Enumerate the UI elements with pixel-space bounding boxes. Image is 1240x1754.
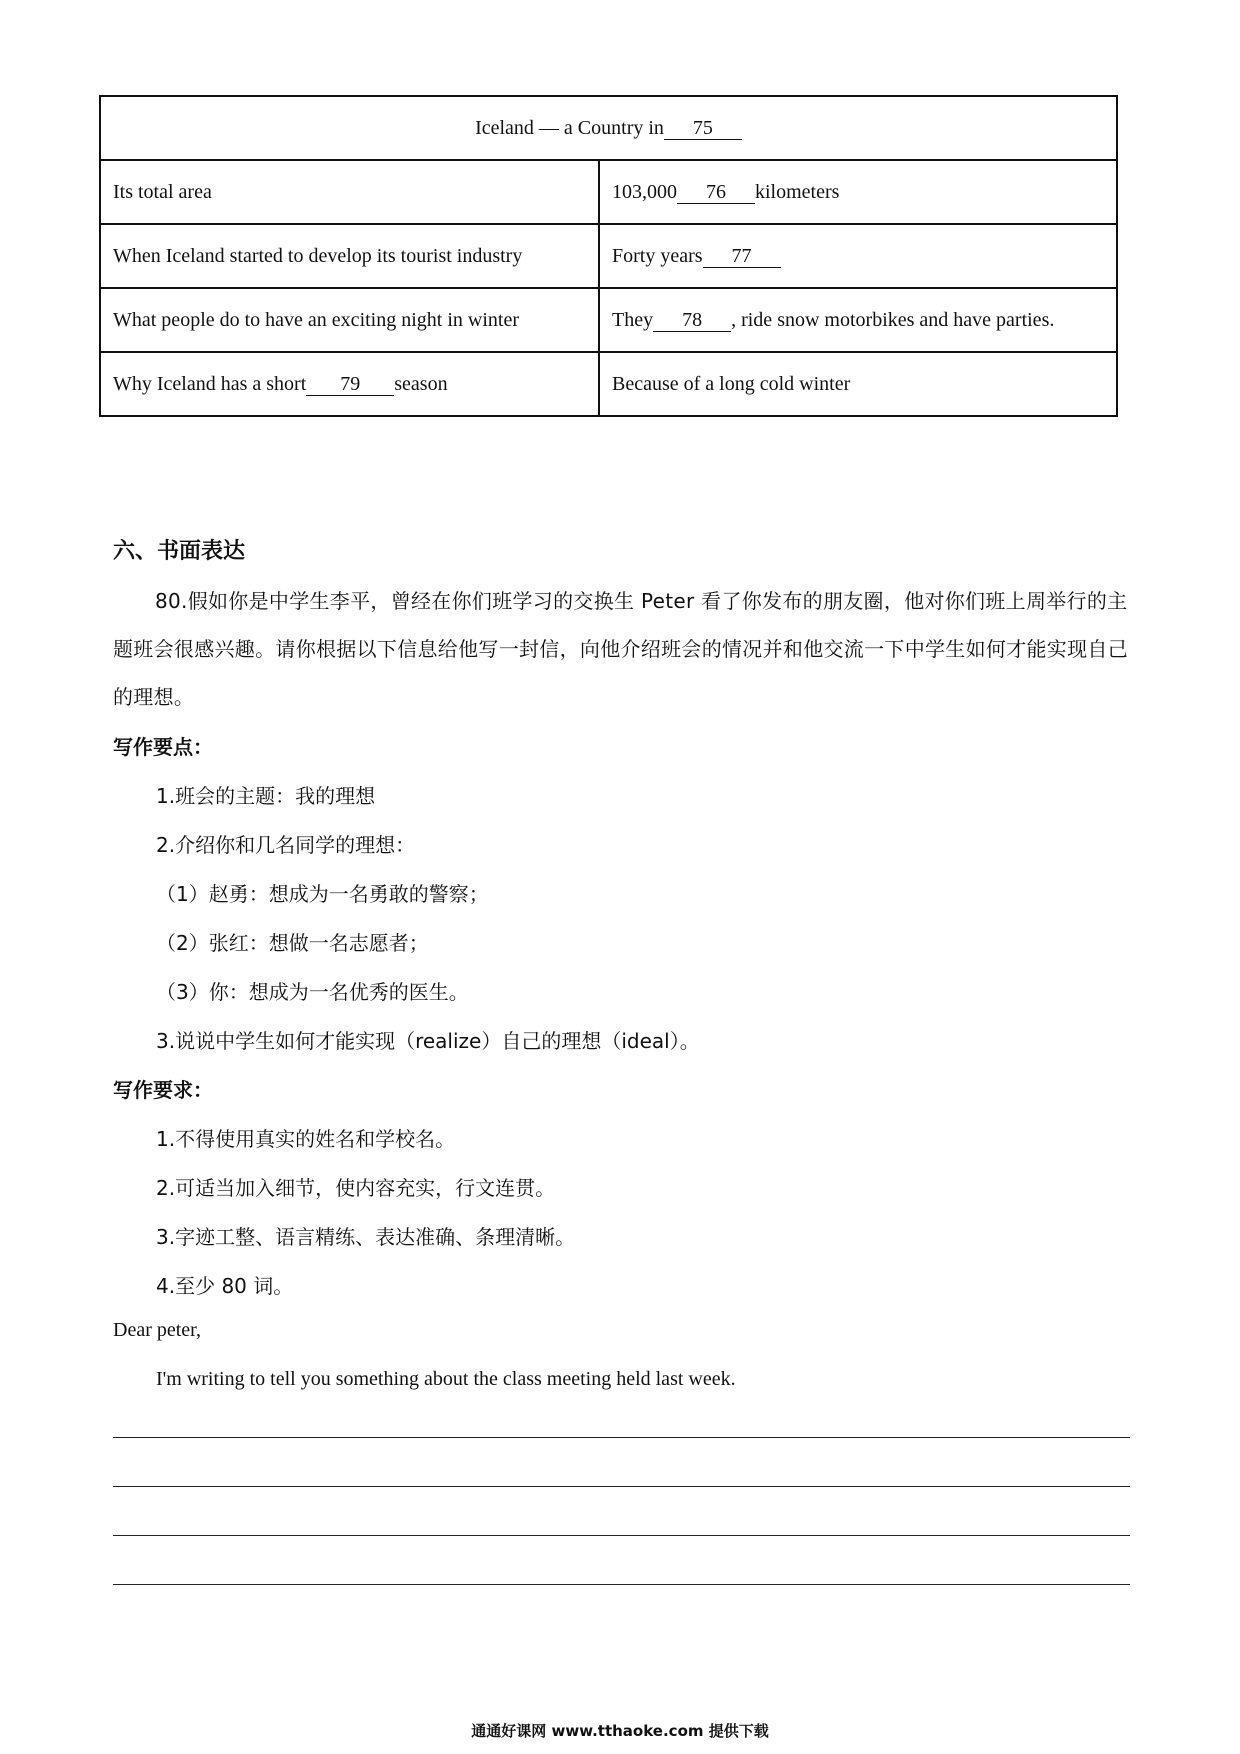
- writing-line[interactable]: [113, 1535, 1130, 1536]
- point-item: （2）张红：想做一名志愿者；: [156, 931, 429, 955]
- question-suffix: season: [394, 372, 448, 395]
- answer-suffix: kilometers: [755, 180, 840, 203]
- row-question: What people do to have an exciting night in winter: [100, 288, 599, 352]
- blank-77: 77: [703, 246, 781, 268]
- blank-78: 78: [653, 310, 731, 332]
- row-question: Its total area: [100, 160, 599, 224]
- point-item: 2.介绍你和几名同学的理想：: [156, 833, 416, 857]
- writing-line[interactable]: [113, 1584, 1130, 1585]
- answer-text: Forty years: [612, 244, 703, 267]
- point-item: 3.说说中学生如何才能实现（realize）自己的理想（ideal）。: [156, 1029, 700, 1053]
- table-title-row: [100, 96, 1117, 160]
- table-row: [100, 224, 1117, 288]
- requirement-item: 4.至少 80 词。: [156, 1274, 294, 1298]
- row-question: When Iceland started to develop its tourist industry: [100, 224, 599, 288]
- row-answer: [599, 224, 1117, 288]
- section-heading: 六、书面表达: [113, 539, 246, 564]
- letter-opening: I'm writing to tell you something about the class meeting held last week.: [156, 1368, 736, 1390]
- row-answer: Because of a long cold winter: [599, 352, 1117, 416]
- points-label: 写作要点：: [113, 735, 213, 759]
- footer-source: 通通好课网 www.tthaoke.com 提供下载: [471, 1722, 769, 1740]
- writing-line[interactable]: [113, 1486, 1130, 1487]
- table-row: [100, 352, 1117, 416]
- table-title: [100, 96, 1117, 160]
- writing-line[interactable]: [113, 1437, 1130, 1438]
- blank-76: 76: [677, 182, 755, 204]
- table-row: [100, 160, 1117, 224]
- point-item: （1）赵勇：想成为一名勇敢的警察；: [156, 882, 489, 906]
- row-answer: [599, 288, 1117, 352]
- requirements-label: 写作要求：: [113, 1078, 213, 1102]
- requirement-item: 3.字迹工整、语言精练、表达准确、条理清晰。: [156, 1225, 576, 1249]
- point-item: （3）你：想成为一名优秀的医生。: [156, 980, 469, 1004]
- letter-salutation: Dear peter,: [113, 1319, 202, 1341]
- question-text: Why Iceland has a short: [113, 372, 307, 395]
- requirement-item: 2.可适当加入细节，使内容充实，行文连贯。: [156, 1176, 556, 1200]
- blank-79: 79: [306, 374, 394, 396]
- answer-text: They: [612, 308, 654, 331]
- blank-75: 75: [664, 118, 742, 140]
- writing-prompt: 80.假如你是中学生李平，曾经在你们班学习的交换生 Peter 看了你发布的朋友圈，他对你们班上周举行的主题班会很感兴趣。请你根据以下信息给他写一封信，向他介绍班会的情况并和他交流一下中学生如何才能实现自己的理想。: [113, 589, 1128, 709]
- iceland-table: [99, 95, 1118, 417]
- row-answer: [599, 160, 1117, 224]
- row-question: [100, 352, 599, 416]
- table-row: [100, 288, 1117, 352]
- answer-text: 103,000: [612, 180, 677, 203]
- point-item: 1.班会的主题：我的理想: [156, 784, 376, 808]
- answer-suffix: , ride snow motorbikes and have parties.: [731, 308, 1055, 331]
- table-title-text: Iceland — a Country in: [475, 116, 664, 139]
- requirement-item: 1.不得使用真实的姓名和学校名。: [156, 1127, 456, 1151]
